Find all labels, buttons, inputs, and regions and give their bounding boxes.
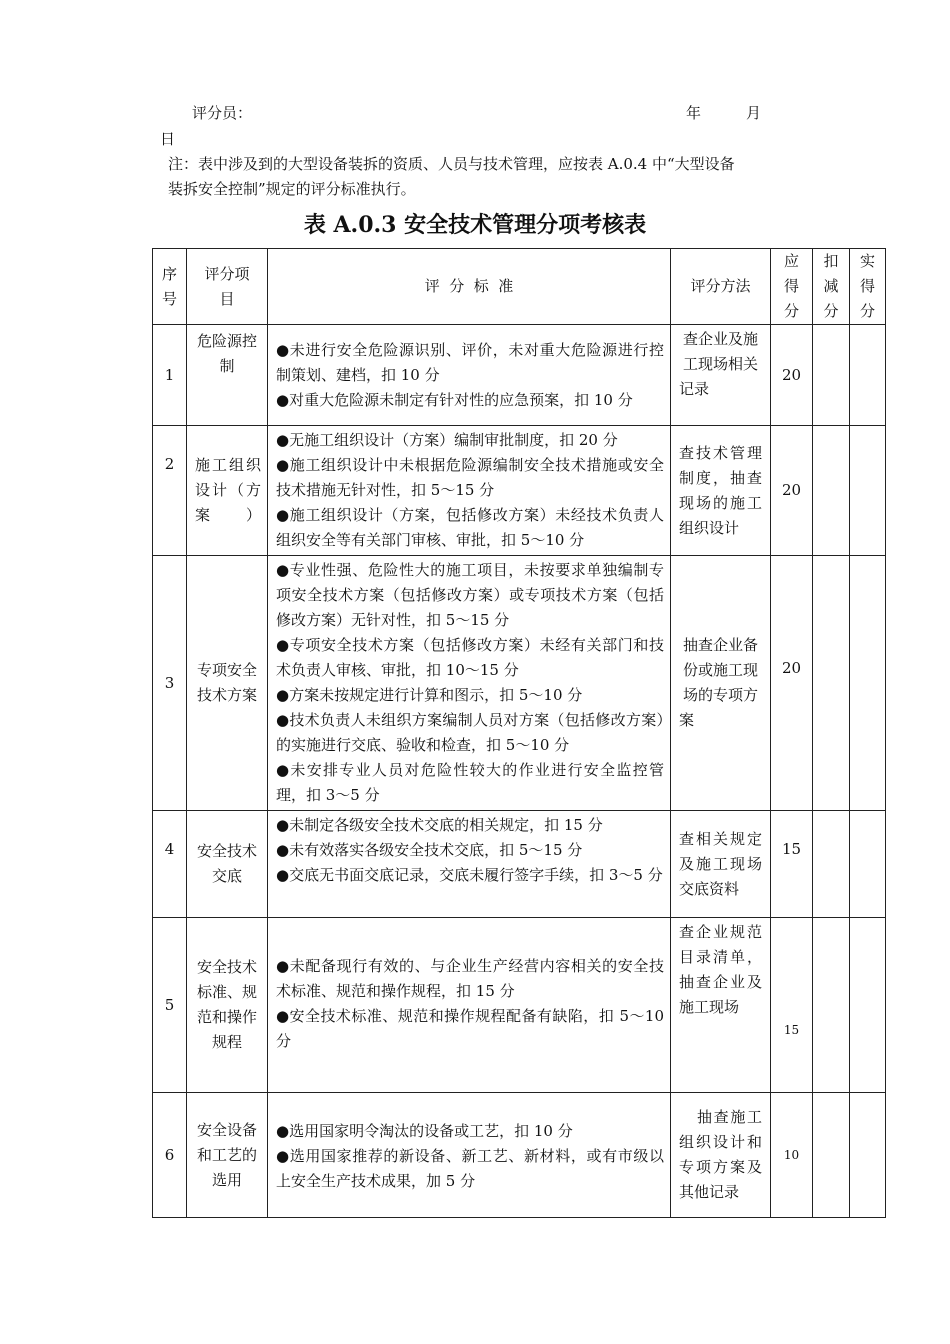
row-no: 3: [153, 556, 187, 811]
row-actual-cell: [850, 556, 886, 811]
row-criteria: [268, 426, 671, 556]
day-label: 日: [160, 130, 176, 148]
criteria-line: ●未进行安全危险源识别、评价，未对重大危险源进行控制策划、建档，扣 10 分: [276, 340, 664, 384]
row-deduct-cell: [813, 325, 850, 426]
row-method: 抽查企业备份或施工现场的专项方案: [671, 556, 771, 811]
row-actual-cell: [850, 811, 886, 918]
col-header-should: 应得分: [771, 249, 813, 325]
row-score: 20: [771, 426, 813, 556]
row-criteria: [268, 556, 671, 811]
year-label: 年: [686, 104, 702, 122]
row-score: 15: [771, 918, 813, 1093]
row-item: 施工组织设计（方案）: [187, 426, 268, 556]
scorer-label: 评分员：: [192, 104, 253, 122]
table-row: [153, 811, 886, 918]
row-criteria: [268, 811, 671, 918]
table-row: [153, 556, 886, 811]
row-item: 安全设备和工艺的选用: [187, 1093, 268, 1218]
criteria-line: ●安全技术标准、规范和操作规程配备有缺陷，扣 5～10 分: [276, 1007, 664, 1050]
assessment-table: [152, 248, 886, 1218]
row-method: 查企业规范目录清单，抽查企业及施工现场: [671, 918, 771, 1093]
row-criteria: [268, 325, 671, 426]
row-deduct-cell: [813, 1093, 850, 1218]
row-criteria: [268, 1093, 671, 1218]
criteria-line: ●未配备现行有效的、与企业生产经营内容相关的安全技术标准、规范和操作规程，扣 15 分: [276, 957, 664, 1000]
criteria-line: ●对重大危险源未制定有针对性的应急预案，扣 10 分: [276, 390, 633, 409]
table-row: [153, 918, 886, 1093]
row-score: 20: [771, 556, 813, 811]
note-line-1: 注：表中涉及到的大型设备装拆的资质、人员与技术管理，应按表 A.0.4 中“大型设备: [168, 155, 735, 173]
note-line-2: 装拆安全控制”规定的评分标准执行。: [168, 180, 416, 198]
row-item: 安全技术标准、规范和操作规程: [187, 918, 268, 1093]
criteria-line: ●未安排专业人员对危险性较大的作业进行安全监控管理，扣 3～5 分: [276, 761, 664, 804]
row-item: 专项安全技术方案: [187, 556, 268, 811]
col-header-deduct: 扣减分: [813, 249, 850, 325]
criteria-line: ●专业性强、危险性大的施工项目，未按要求单独编制专项安全技术方案（包括修改方案）或专项技术方案（包括修改方案）无针对性，扣 5～15 分: [276, 561, 664, 629]
table-row: [153, 325, 886, 426]
col-header-actual: 实得分: [850, 249, 886, 325]
row-score: 10: [771, 1093, 813, 1218]
row-item: 安全技术交底: [187, 811, 268, 918]
criteria-line: ●专项安全技术方案（包括修改方案）未经有关部门和技术负责人审核、审批，扣 10～15 分: [276, 636, 664, 679]
col-header-method: 评分方法: [671, 249, 771, 325]
criteria-line: ●施工组织设计中未根据危险源编制安全技术措施或安全技术措施无针对性，扣 5～15 分: [276, 456, 664, 499]
criteria-line: ●技术负责人未组织方案编制人员对方案（包括修改方案）的实施进行交底、验收和检查，扣 5～10 分: [276, 711, 664, 754]
row-no: 1: [153, 325, 187, 426]
criteria-line: ●未制定各级安全技术交底的相关规定，扣 15 分: [276, 816, 603, 834]
row-method: 查相关规定及施工现场交底资料: [671, 811, 771, 918]
row-actual-cell: [850, 325, 886, 426]
criteria-line: ●选用国家推荐的新设备、新工艺、新材料，或有市级以上安全生产技术成果，加 5 分: [276, 1147, 664, 1190]
row-method: 查企业及施工现场相关记录: [671, 325, 771, 426]
col-header-item: 评分项目: [187, 249, 268, 325]
row-method: 抽查施工组织设计和专项方案及其他记录: [671, 1093, 771, 1218]
col-header-no: 序号: [153, 249, 187, 325]
row-score: 20: [771, 325, 813, 426]
criteria-line: ●无施工组织设计（方案）编制审批制度，扣 20 分: [276, 431, 618, 449]
row-no: 4: [153, 811, 187, 918]
row-no: 5: [153, 918, 187, 1093]
row-actual-cell: [850, 1093, 886, 1218]
col-header-criteria: 评 分 标 准: [268, 249, 671, 325]
criteria-line: ●选用国家明令淘汰的设备或工艺，扣 10 分: [276, 1122, 573, 1140]
row-no: 2: [153, 426, 187, 556]
criteria-line: ●方案未按规定进行计算和图示，扣 5～10 分: [276, 686, 583, 704]
row-actual-cell: [850, 426, 886, 556]
criteria-line: ●交底无书面交底记录，交底未履行签字手续，扣 3～5 分: [276, 866, 663, 884]
table-row: [153, 426, 886, 556]
table-row: [153, 1093, 886, 1218]
row-criteria: [268, 918, 671, 1093]
month-label: 月: [746, 104, 762, 122]
table-title: 表 A.0.3 安全技术管理分项考核表: [303, 212, 647, 238]
row-deduct-cell: [813, 918, 850, 1093]
criteria-line: ●未有效落实各级安全技术交底，扣 5～15 分: [276, 841, 583, 859]
row-deduct-cell: [813, 426, 850, 556]
row-deduct-cell: [813, 811, 850, 918]
row-method: 查技术管理制度，抽查现场的施工组织设计: [671, 426, 771, 556]
row-deduct-cell: [813, 556, 850, 811]
header-row: [153, 249, 886, 325]
row-actual-cell: [850, 918, 886, 1093]
criteria-line: ●施工组织设计（方案，包括修改方案）未经技术负责人组织安全等有关部门审核、审批，扣 5～10 分: [276, 506, 664, 549]
row-no: 6: [153, 1093, 187, 1218]
row-item: 危险源控制: [187, 325, 268, 426]
row-score: 15: [771, 811, 813, 918]
